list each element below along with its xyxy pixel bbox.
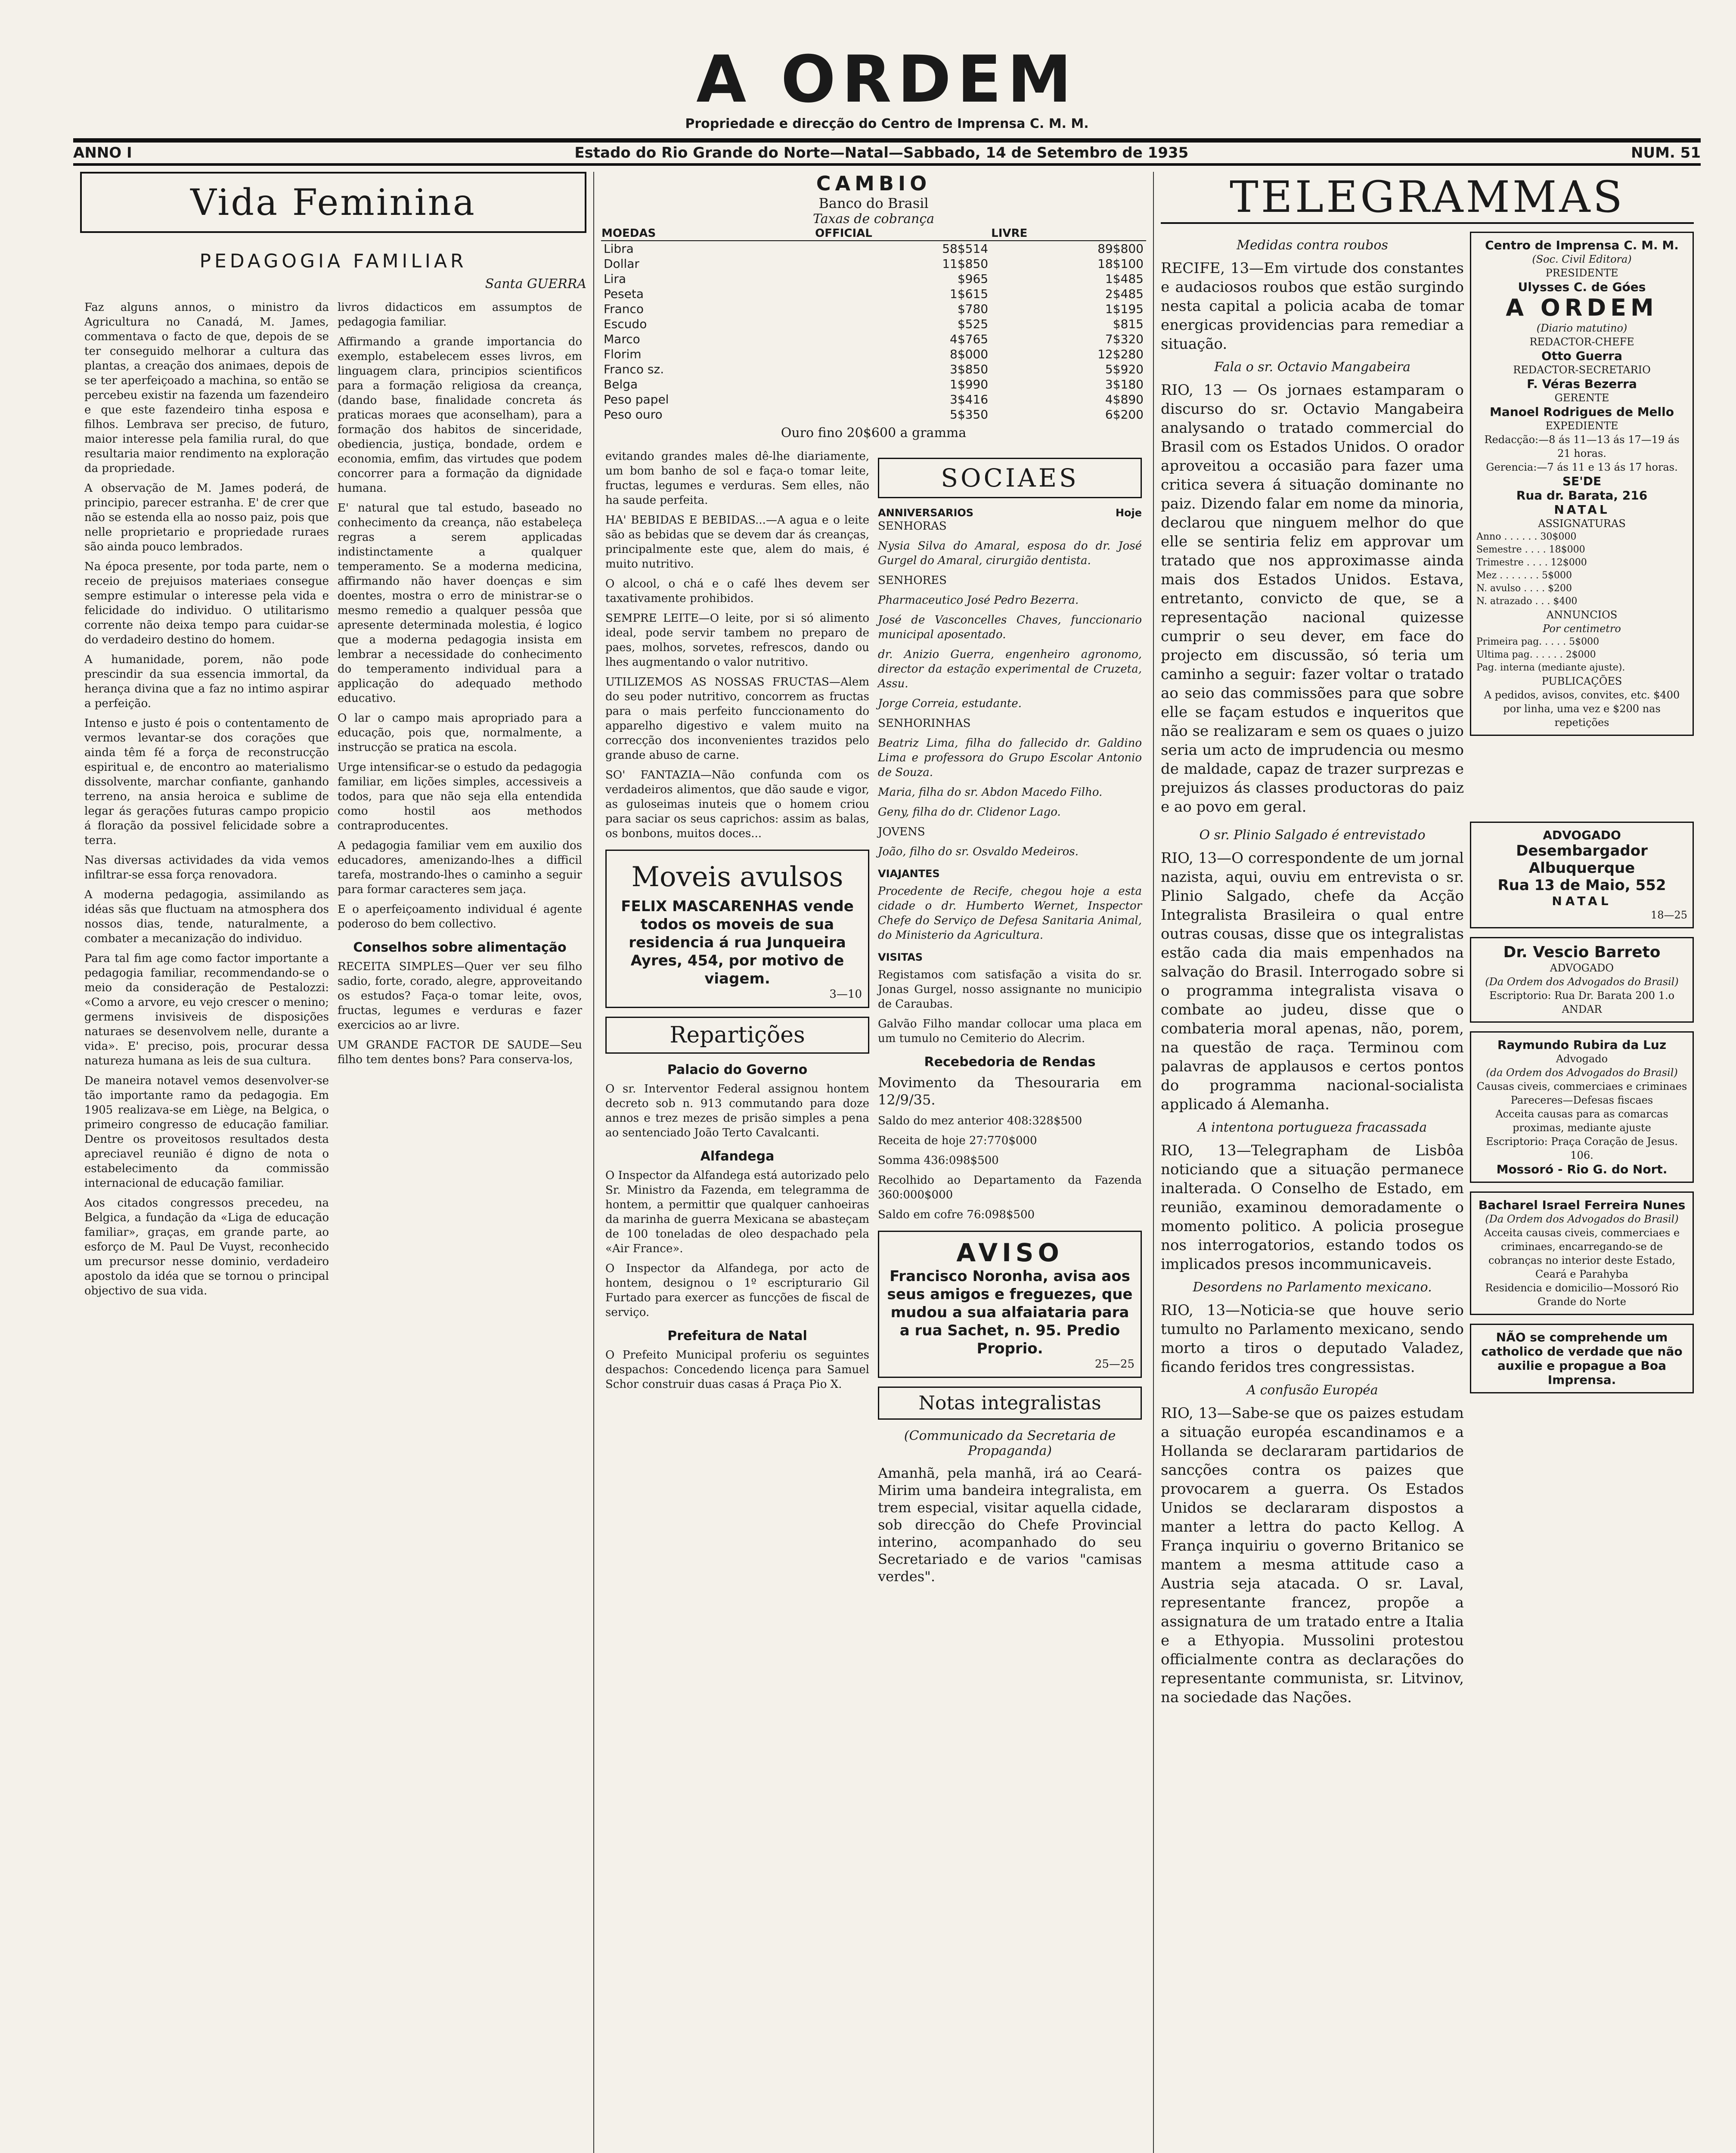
list-item: Mez . . . . . . . 5$000 bbox=[1476, 570, 1572, 581]
rate-moeda: Belga bbox=[604, 377, 638, 391]
paragraph: dr. Anizio Guerra, engenheiro agronomo, director da estação experimental de Cruzeta, Assu. bbox=[878, 648, 1142, 690]
ad-name: Desembargador Albuquerque bbox=[1516, 842, 1648, 877]
paragraph: RIO, 13—Sabe-se que os paizes estudam a situação européa escandinamos e a Hollanda se declararam partidarios de sancções contra os paizes que provocarem a guerra. Os Estados Unidos se declararam dispostos a manter a lettra do pacto Kellog. A França inquiriu o governo Britanico se mantem a mesma attitude caso a Austria seja atacada. O sr. Laval, representante francez, propõe a assignatura de um tratado entre a Italia e a Ethyopia. Mussolini protestou officialmente contra as declarações do representante communista, sr. Litvinov, na sociedade das Nações. bbox=[1161, 1405, 1464, 1706]
barreto-ad bbox=[1470, 937, 1694, 1023]
table-row bbox=[601, 241, 1146, 256]
ledger-line: Somma 436:098$500 bbox=[878, 1154, 999, 1167]
paragraph: SO' FANTAZIA—Não confunda com os verdadeiros alimentos, que dão saude e vigor, as guloseimas inuteis que o homem criou para saciar os seus caprichos: assim as balas, os bonbons, muitos doces... bbox=[605, 769, 869, 840]
rate-official: 1$615 bbox=[950, 287, 989, 301]
rate-official: $965 bbox=[957, 272, 989, 286]
rate-livre: 1$485 bbox=[1105, 272, 1144, 286]
list-item: Pag. interna (mediante ajuste). bbox=[1476, 662, 1625, 673]
paragraph: O lar o campo mais apropriado para a educação, pois que, normalmente, a instrucção se pratica na escola. bbox=[338, 712, 582, 754]
recebedoria-heading: Recebedoria de Rendas bbox=[924, 1055, 1096, 1070]
moveis-ref: 3—10 bbox=[829, 988, 862, 1001]
newspaper-subtitle: Propriedade e direcção do Centro de Imprensa C. M. M. bbox=[685, 116, 1089, 131]
moveis-heading: Moveis avulsos bbox=[631, 861, 843, 893]
ad-line: Pareceres—Defesas fiscaes bbox=[1510, 1094, 1653, 1106]
paragraph: Aos citados congressos precedeu, na Belgica, a fundação da «Liga de educação familiar», graças, em grande parte, ao esforço de M. Paul De Vuyst, reconhecido um precursor nesse dominio, verdadeiro apostolo da idéa que se tornou o principal objectivo de sua vida. bbox=[84, 1197, 329, 1297]
column-header: LIVRE bbox=[991, 226, 1146, 241]
rate-official: 11$850 bbox=[942, 257, 989, 271]
ad-heading: ADVOGADO bbox=[1543, 828, 1621, 842]
cambio-title: CAMBIO bbox=[816, 172, 931, 195]
ledger-line: Receita de hoje 27:770$000 bbox=[878, 1134, 1037, 1147]
table-row bbox=[601, 256, 1146, 271]
rate-moeda: Peso ouro bbox=[604, 407, 663, 422]
telegram-heading: Fala o sr. Octavio Mangabeira bbox=[1214, 360, 1411, 375]
columns bbox=[73, 172, 1701, 2153]
annuncios-sub: Por centimetro bbox=[1543, 623, 1621, 635]
subheading: SENHORINHAS bbox=[878, 717, 971, 730]
rate-official: 1$990 bbox=[950, 377, 989, 391]
president-name: Ulysses C. de Góes bbox=[1518, 280, 1646, 294]
editor-label: REDACTOR-CHEFE bbox=[1529, 336, 1634, 348]
viajantes-heading: VIAJANTES bbox=[878, 868, 940, 880]
gov-heading: Palacio do Governo bbox=[667, 1062, 808, 1077]
alfandega-heading: Alfandega bbox=[700, 1149, 775, 1164]
telegram-heading: A confusão Européa bbox=[1246, 1383, 1378, 1398]
paper-name: A ORDEM bbox=[1506, 294, 1658, 321]
masthead bbox=[73, 42, 1701, 131]
rate-moeda: Peso papel bbox=[604, 392, 669, 406]
paragraph: RECEITA SIMPLES—Quer ver seu filho sadio, forte, corado, alegre, approveitando os estudos? Faça-o tomar leite, ovos, fructas, legumes e verduras e fazer exercicios ao ar livre. bbox=[338, 960, 582, 1032]
paragraph: Para tal fim age como factor importante a pedagogia familiar, recommendando-se o meio da consideração de Pestalozzi: «Como a arvore, eu vejo crescer o menino; germens invisiveis de disposições naturaes se desenvolvem nelle, durante a vida». E' preciso, pois, procurar dessa natureza humana as leis de sua cultura. bbox=[84, 952, 329, 1067]
rate-livre: 5$920 bbox=[1105, 362, 1144, 376]
paragraph: evitando grandes males dê-lhe diariamente, um bom banho de sol e faça-o tomar leite, fructas, legumes e verduras. Sem elles, não ha saude perfeita. bbox=[605, 450, 869, 507]
rate-official: $525 bbox=[957, 317, 989, 331]
publicacoes-label: PUBLICAÇÕES bbox=[1541, 675, 1622, 687]
table-row bbox=[601, 301, 1146, 316]
paragraph: RIO, 13—Telegrapham de Lisbôa noticiando que a situação permanece inalterada. O Conselho de Estado, em reunião, examinou demoradamente o momento politico. A policia prosegue nos interrogatorios, estando todos os implicados presos incommunicaveis. bbox=[1161, 1142, 1464, 1273]
list-item: N. atrazado . . . $400 bbox=[1476, 596, 1578, 607]
rate-livre: 6$200 bbox=[1105, 407, 1144, 422]
ad-sub: (Da Ordem dos Advogados do Brasil) bbox=[1485, 1213, 1679, 1225]
ad-line: Acceita causas para as comarcas proximas, mediante ajuste bbox=[1495, 1108, 1668, 1134]
rate-livre: 4$890 bbox=[1105, 392, 1144, 406]
sede-address: Rua dr. Barata, 216 bbox=[1516, 488, 1648, 503]
telegrammas-heading: TELEGRAMMAS bbox=[1161, 172, 1694, 224]
rate-livre: 7$320 bbox=[1105, 332, 1144, 346]
expediente-label: EXPEDIENTE bbox=[1545, 420, 1618, 432]
paragraph: A humanidade, porem, não pode prescindir da sua essencia immortal, da herança divina que a faz no intimo aspirar a perfeição. bbox=[84, 653, 329, 710]
list-item: Primeira pag. . . . . 5$000 bbox=[1476, 636, 1600, 647]
paragraph: RIO, 13—O correspondente de um jornal nazista, aqui, ouviu em entrevista o sr. Plinio Salgado, chefe da Acção Integralista Brasileira o qual entre outras cousas, disse que os integralistas estão cada dia mais empenhados na salvação do Brasil. Interrogado sobre si o programma integralista visava o combate ao judeu, disse que o combateria moral apenas, não, porem, na questão de raça. Terminou com palavras de applausos e certos pontos do programma nacional-socialista applicado á Alemanha. bbox=[1161, 850, 1464, 1113]
center-sub: (Soc. Civil Editora) bbox=[1532, 253, 1632, 265]
binding-edge bbox=[4, 129, 30, 2153]
paragraph: Nas diversas actividades da vida vemos infiltrar-se essa força renovadora. bbox=[84, 854, 329, 881]
table-row bbox=[601, 407, 1146, 422]
paragraph: O alcool, o chá e o café lhes devem ser taxativamente prohibidos. bbox=[605, 577, 869, 605]
assinaturas-list bbox=[1476, 530, 1687, 608]
editor-name: Otto Guerra bbox=[1541, 349, 1622, 363]
paragraph: João, filho do sr. Osvaldo Medeiros. bbox=[878, 845, 1079, 858]
paragraph: Intenso e justo é pois o contentamento de vermos levantar-se dos corações que ainda têm fé a força de reconstrucção espiritual e, de encontro ao materialismo dissolvente, marchar confiante, ganhando terreno, na ansia heroica e sublime de legar ás gerações futuras campo propicio á floração da possivel felicidade sobre a terra. bbox=[84, 717, 329, 847]
ad-line: Escriptorio: Praça Coração de Jesus. 106. bbox=[1486, 1135, 1678, 1161]
rate-official: 3$850 bbox=[950, 362, 989, 376]
ad-name: Dr. Vescio Barreto bbox=[1503, 943, 1661, 961]
list-item: Ultima pag. . . . . . 2$000 bbox=[1476, 649, 1596, 660]
table-row bbox=[601, 362, 1146, 377]
table-row bbox=[601, 286, 1146, 301]
ad-city: NATAL bbox=[1552, 894, 1612, 908]
staff-box bbox=[1470, 232, 1694, 736]
rate-livre: 3$180 bbox=[1105, 377, 1144, 391]
rate-moeda: Lira bbox=[604, 272, 626, 286]
publicacoes-body: A pedidos, avisos, convites, etc. $400 por linha, uma vez e $200 nas repetições bbox=[1484, 689, 1680, 729]
rate-moeda: Franco bbox=[604, 302, 644, 316]
alimentacao-heading: Conselhos sobre alimentação bbox=[353, 940, 567, 955]
paragraph: O Inspector da Alfandega, por acto de hontem, designou o 1º escripturario Gil Furtado para exercer as funcções de fiscal de serviço. bbox=[605, 1262, 869, 1319]
subheading: JOVENS bbox=[878, 825, 925, 838]
secretary-label: REDACTOR-SECRETARIO bbox=[1513, 364, 1651, 376]
visitas-heading: VISITAS bbox=[878, 951, 923, 963]
ads-column bbox=[1470, 822, 1694, 1712]
gerencia-hours: Gerencia:—7 ás 11 e 13 ás 17 horas. bbox=[1486, 461, 1678, 473]
rate-official: 3$416 bbox=[950, 392, 989, 406]
paragraph: Nysia Silva do Amaral, esposa do dr. José Gurgel do Amaral, cirurgião dentista. bbox=[878, 540, 1142, 567]
cambio-subtitle: Taxas de cobrança bbox=[812, 211, 935, 226]
paragraph: O Prefeito Municipal proferiu os seguintes despachos: Concedendo licença para Samuel Schor construir duas casas á Praça Pio X. bbox=[605, 1349, 869, 1391]
rate-livre: 89$800 bbox=[1097, 242, 1144, 256]
column-header: MOEDAS bbox=[601, 226, 815, 241]
ad-sub: (da Ordem dos Advogados do Brasil) bbox=[1486, 1067, 1678, 1079]
list-item: Anno . . . . . . 30$000 bbox=[1476, 531, 1577, 542]
list-item: N. avulso . . . . $200 bbox=[1476, 583, 1572, 594]
ledger-line: Saldo em cofre 76:098$500 bbox=[878, 1208, 1035, 1221]
rate-official: $780 bbox=[957, 302, 989, 316]
paragraph: José de Vasconcelles Chaves, funccionario municipal aposentado. bbox=[878, 614, 1142, 641]
middle-right bbox=[874, 449, 1146, 1590]
rate-livre: 2$485 bbox=[1105, 287, 1144, 301]
paper-sub: (Diario matutino) bbox=[1536, 322, 1628, 334]
sede-label: SE'DE bbox=[1562, 474, 1602, 488]
ad-role: Advogado bbox=[1556, 1053, 1608, 1065]
ad-line: Residencia e domicilio—Mossoró Rio Grande do Norte bbox=[1485, 1282, 1679, 1308]
paragraph: O Inspector da Alfandega está autorizado pelo Sr. Ministro da Fazenda, em telegramma de hontem, a permittir que qualquer canhoeiras da marinha de guerra Mexicana se abasteçam de 100 toneladas de oleo despachado pela «Air France». bbox=[605, 1169, 869, 1255]
rubira-ad bbox=[1470, 1031, 1694, 1183]
article-byline: Santa GUERRA bbox=[485, 276, 586, 292]
rate-livre: $815 bbox=[1113, 317, 1144, 331]
manager-label: GERENTE bbox=[1554, 392, 1609, 404]
place-date: Estado do Rio Grande do Norte—Natal—Sabbado, 14 de Setembro de 1935 bbox=[574, 144, 1189, 161]
table-row bbox=[601, 392, 1146, 407]
ad-name: Raymundo Rubira da Luz bbox=[1497, 1038, 1667, 1052]
table-row bbox=[601, 347, 1146, 362]
integralistas-sub: (Communicado da Secretaria de Propaganda) bbox=[904, 1428, 1116, 1458]
ledger-line: Saldo do mez anterior 408:328$500 bbox=[878, 1114, 1082, 1127]
paragraph: RECIFE, 13—Em virtude dos constantes e audaciosos roubos que estão surgindo nesta capital a policia acaba de tomar energicas providencias para remediar a situação. bbox=[1161, 260, 1464, 353]
paragraph: Maria, filha do sr. Abdon Macedo Filho. bbox=[878, 786, 1103, 799]
paragraph: A observação de M. James poderá, de principio, parecer estranha. E' de crer que não se estenda ella ao nosso paiz, pois que nelle proprietario e propriedade ruraes são ainda pouco lembrados. bbox=[84, 482, 329, 553]
hoje-label: Hoje bbox=[1115, 507, 1142, 519]
table-row bbox=[601, 332, 1146, 347]
table-row bbox=[601, 316, 1146, 332]
rate-official: 4$765 bbox=[950, 332, 989, 346]
moveis-ad bbox=[605, 850, 869, 1008]
anniv-row bbox=[878, 507, 1142, 519]
ad-line: Acceita causas civeis, commerciaes e criminaes, encarregando-se de cobranças no interior deste Estado, Ceará e Parahyba bbox=[1484, 1227, 1680, 1280]
ad-address: Rua 13 de Maio, 552 bbox=[1497, 877, 1666, 894]
middle-subcolumns bbox=[601, 449, 1146, 1590]
ad-line: Causas civeis, commerciaes e criminaes bbox=[1476, 1080, 1687, 1092]
aviso-heading: AVISO bbox=[956, 1238, 1063, 1267]
rate-official: 5$350 bbox=[950, 407, 989, 422]
masthead-rule bbox=[73, 138, 1701, 143]
paragraph: Procedente de Recife, chegou hoje a esta cidade o dr. Humberto Wernet, Inspector Chefe do Serviço de Defesa Sanitaria Animal, do Ministerio da Agricultura. bbox=[878, 885, 1142, 942]
paragraph: E o aperfeiçoamento individual é agente poderoso do bem collectivo. bbox=[338, 903, 582, 931]
anniv-heading: ANNIVERSARIOS bbox=[878, 507, 974, 519]
paragraph: Amanhã, pela manhã, irá ao Ceará-Mirim uma bandeira integralista, em trem especial, visitar aquella cidade, sob direcção do Chefe Provincial interino, acompanhado do seu Secretariado e de varios "camisas verdes". bbox=[878, 1465, 1142, 1585]
paragraph: A pedagogia familiar vem em auxilio dos educadores, amenizando-lhes a difficil tarefa, mostrando-lhes o caminho a seguir para formar caracteres sem jaça. bbox=[338, 839, 582, 896]
catholic-notice bbox=[1470, 1324, 1694, 1393]
secretary-name: F. Véras Bezerra bbox=[1527, 377, 1637, 391]
telegrammas-main bbox=[1161, 232, 1470, 822]
column-middle bbox=[594, 172, 1154, 2153]
moveis-body: FELIX MASCARENHAS vende todos os moveis de sua residencia á rua Junqueira Ayres, 454, por motivo de viagem. bbox=[621, 898, 854, 987]
paragraph: UTILIZEMOS AS NOSSAS FRUCTAS—Alem do seu poder nutritivo, concorrem as fructas para o mais perfeito funccionamento do apparelho digestivo e valem muito na correcção dos inconvenientes trazidos pelo grande abuso de carne. bbox=[605, 676, 869, 762]
paragraph: Pharmaceutico José Pedro Bezerra. bbox=[878, 594, 1079, 607]
newspaper-page bbox=[73, 39, 1701, 2153]
assinaturas-label: ASSIGNATURAS bbox=[1538, 518, 1626, 530]
subheading: SENHORAS bbox=[878, 520, 947, 533]
ad-role: ADVOGADO bbox=[1550, 962, 1614, 974]
dateline bbox=[73, 143, 1701, 166]
paragraph: A moderna pedagogia, assimilando as idéas sãs que fluctuam na atmosphera dos nossos dias, tende, naturalmente, a combater a mecanização do individuo. bbox=[84, 888, 329, 945]
telegram-heading: Medidas contra roubos bbox=[1237, 238, 1388, 253]
paragraph: Faz alguns annos, o ministro da Agricultura no Canadá, M. James, commentava o facto de que, depois de se ter conseguido melhorar a cultura das plantas, a creação dos animaes, depois de se ter aperfeiçoado a machina, so então se percebeu existir na fazenda um fazendeiro e que este fazendeiro tinha esposa e filhos. Lembrava ser preciso, de futuro, maior interesse pela familia rural, do que resultaria maior rendimento na exploração da propriedade. bbox=[84, 301, 329, 475]
telegram-heading: Desordens no Parlamento mexicano. bbox=[1193, 1280, 1432, 1295]
president-label: PRESIDENTE bbox=[1545, 267, 1618, 279]
annuncios-label: ANNUNCIOS bbox=[1546, 609, 1618, 621]
rate-livre: 12$280 bbox=[1097, 347, 1144, 361]
paragraph: Na época presente, por toda parte, nem o receio de prejuisos materiaes consegue sempre estimular o interesse pela vida e felicidade do individuo. O utilitarismo corrente não deixa tempo para cuidar-se do verdadeiro destino do homem. bbox=[84, 560, 329, 646]
column-telegrammas bbox=[1154, 172, 1701, 2153]
paragraph: Geny, filha do dr. Clidenor Lago. bbox=[878, 806, 1061, 819]
paragraph: Affirmando a grande importancia do exemplo, estabelecem esses livros, em linguagem clara, principios scientificos para a formação religiosa da creança, (dando base, finalidade concreta ás praticas moraes que aconselham), para a formação dos habitos de sinceridade, obediencia, justiça, bondade, ordem e economia, emfim, das virtudes que podem concorrer para a formação da dignidade humana. bbox=[338, 335, 582, 495]
paragraph: Jorge Correia, estudante. bbox=[878, 697, 1022, 710]
paragraph: RIO, 13—Noticia-se que houve serio tumulto no Parlamento mexicano, sendo morto a tiros o deputado Valadez, ficando feridos tres congressistas. bbox=[1161, 1302, 1464, 1376]
article-subcolumn-right bbox=[333, 300, 586, 1303]
rate-official: 8$000 bbox=[950, 347, 989, 361]
list-item: Semestre . . . . 18$000 bbox=[1476, 544, 1585, 555]
article-subcolumn-left bbox=[80, 300, 333, 1303]
column-header: OFFICIAL bbox=[815, 226, 991, 241]
ad-line: Mossoró - Rio G. do Nort. bbox=[1496, 1162, 1668, 1176]
center-name: Centro de Imprensa C. M. M. bbox=[1485, 238, 1679, 252]
annuncios-list bbox=[1476, 636, 1687, 674]
rate-moeda: Marco bbox=[604, 332, 640, 346]
paragraph: Beatriz Lima, filha do fallecido dr. Galdino Lima e professora do Grupo Escolar Antonio de Souza. bbox=[878, 737, 1142, 779]
aviso-ref: 25—25 bbox=[1094, 1358, 1135, 1371]
telegrammas-lower-main bbox=[1161, 822, 1470, 1712]
paragraph: E' natural que tal estudo, baseado no conhecimento da creança, não estabeleça regras a serem applicadas indistinctamente a qualquer temperamento. Se a moderna medicina, affirmando não haver doenças e sim doentes, mostra o erro de ministrar-se o mesmo remedio a qualquer pessôa que apresente determinada molestia, é logico que a moderna pedagogia insista em lembrar a necessidade do conhecimento do temperamento individual para a applicação do adequado methodo educativo. bbox=[338, 502, 582, 705]
exchange-rates-table bbox=[601, 226, 1146, 422]
rate-livre: 18$100 bbox=[1097, 257, 1144, 271]
newspaper-title: A ORDEM bbox=[696, 42, 1078, 117]
paragraph: Registamos com satisfação a visita do sr. Jonas Gurgel, nosso assignante no municipio de Caraubas. bbox=[878, 968, 1142, 1011]
middle-left bbox=[601, 449, 874, 1590]
list-item: Trimestre . . . . 12$000 bbox=[1476, 557, 1587, 568]
rate-moeda: Escudo bbox=[604, 317, 647, 331]
issue-number: NUM. 51 bbox=[1631, 144, 1701, 161]
ledger-line: Recolhido ao Departamento da Fazenda 360:000$000 bbox=[878, 1174, 1142, 1201]
telegrammas-layout bbox=[1161, 232, 1694, 822]
cambio-bank: Banco do Brasil bbox=[818, 195, 929, 211]
paragraph: O sr. Interventor Federal assignou hontem decreto sob n. 913 commutando para doze annos e trez mezes de prisão simples a pena ao sentenciado João Terto Cavalcanti. bbox=[605, 1083, 869, 1139]
table-row bbox=[601, 377, 1146, 392]
ad-name: Bacharel Israel Ferreira Nunes bbox=[1478, 1198, 1686, 1212]
paragraph: SEMPRE LEITE—O leite, por si só alimento ideal, pode servir tambem no preparo de paes, molhos, sorvetes, refrescos, dando ou lhes augmentando o valor nutritivo. bbox=[605, 612, 869, 669]
ad-sub: (Da Ordem dos Advogados do Brasil) bbox=[1485, 976, 1679, 988]
year-label: ANNO I bbox=[73, 144, 132, 161]
advogado-ad bbox=[1470, 822, 1694, 928]
notice-text: NÃO se comprehende um catholico de verdade que não auxilie e propague a Boa Imprensa. bbox=[1481, 1330, 1683, 1387]
ferreira-ad bbox=[1470, 1191, 1694, 1315]
article-body bbox=[80, 300, 586, 1303]
telegram-heading: A intentona portugueza fracassada bbox=[1197, 1120, 1427, 1135]
expediente-hours: Redacção:—8 ás 11—13 ás 17—19 ás 21 horas. bbox=[1484, 434, 1680, 459]
rate-moeda: Dollar bbox=[604, 257, 639, 271]
gold-price: Ouro fino 20$600 a gramma bbox=[781, 425, 967, 441]
table-row bbox=[601, 271, 1146, 286]
paragraph: livros didacticos em assumptos de pedagogia familiar. bbox=[338, 301, 582, 329]
aviso-body: Francisco Noronha, avisa aos seus amigos e freguezes, que mudou a sua alfaiataria para a rua Sachet, n. 95. Predio Proprio. bbox=[887, 1268, 1133, 1357]
sociaes-heading: SOCIAES bbox=[878, 458, 1142, 498]
paragraph: De maneira notavel vemos desenvolver-se tão importante ramo da pedagogia. Em 1905 realizava-se em Liège, na Belgica, o primeiro congresso de educação familiar. Dentre os proveitosos resultados desta apreciavel reunião é digno de nota o estabelecimento da commissão internacional de educação familiar. bbox=[84, 1074, 329, 1190]
paragraph: RIO, 13 — Os jornaes estamparam o discurso do sr. Octavio Mangabeira analysando o tratado commercial do Brasil com os Estados Unidos. O orador aproveitou a occasião para fazer uma critica severa á situação dominante no paiz. Dizendo falar em nome da minoria, declarou que ninguem melhor do que elle se sentiria feliz em approvar um tratado que nos approximasse ainda mais dos Estados Unidos. Estava, entretanto, convicto de que, se a representação nacional quizesse cumprir o seu dever, em face do projecto em discussão, só teria um caminho a seguir: fazer voltar o tratado ao seio das commissões para que sobre elle se façam estudos e inqueritos que não se realizaram e sem os quaes o juizo seria um acto de imprudencia ou mesmo de maldade, capaz de trazer surprezas e prejuizos ás classes productoras do paiz e ao povo em geral. bbox=[1161, 382, 1464, 816]
ad-address: Escriptorio: Rua Dr. Barata 200 1.o ANDAR bbox=[1489, 990, 1675, 1015]
reparticoes-heading: Repartições bbox=[605, 1017, 869, 1054]
rate-moeda: Florim bbox=[604, 347, 642, 361]
paragraph: Galvão Filho mandar collocar uma placa em um tumulo no Cemiterio do Alecrim. bbox=[878, 1018, 1142, 1045]
aviso-ad bbox=[878, 1231, 1142, 1378]
article-title: PEDAGOGIA FAMILIAR bbox=[199, 250, 467, 272]
rate-moeda: Franco sz. bbox=[604, 362, 664, 376]
column-vida-feminina bbox=[73, 172, 594, 2153]
manager-name: Manoel Rodrigues de Mello bbox=[1490, 405, 1674, 419]
paragraph: HA' BEBIDAS E BEBIDAS...—A agua e o leite são as bebidas que se devem dar ás creanças, principalmente este que, alem do mais, é muito nutritivo. bbox=[605, 514, 869, 571]
telegram-heading: O sr. Plinio Salgado é entrevistado bbox=[1199, 828, 1426, 843]
paragraph: Urge intensificar-se o estudo da pedagogia familiar, em lições simples, accessiveis a todos, para que não seja ella entendida como hostil aos methodos contraproducentes. bbox=[338, 761, 582, 832]
rate-official: 58$514 bbox=[942, 242, 989, 256]
rates-body bbox=[601, 241, 1146, 422]
rate-moeda: Peseta bbox=[604, 287, 644, 301]
telegrammas-sidebar bbox=[1470, 232, 1694, 822]
telegrammas-lower bbox=[1161, 822, 1694, 1712]
integralistas-heading: Notas integralistas bbox=[878, 1387, 1142, 1420]
sede-city: NATAL bbox=[1554, 503, 1610, 517]
section-box-title: Vida Feminina bbox=[80, 172, 586, 233]
paragraph: UM GRANDE FACTOR DE SAUDE—Seu filho tem dentes bons? Para conserva-los, bbox=[338, 1039, 582, 1066]
table-header-row bbox=[601, 226, 1146, 241]
recebedoria-sub: Movimento da Thesouraria em 12/9/35. bbox=[878, 1074, 1142, 1108]
prefeitura-heading: Prefeitura de Natal bbox=[667, 1328, 807, 1343]
ad-ref: 18—25 bbox=[1650, 909, 1687, 921]
rate-livre: 1$195 bbox=[1105, 302, 1144, 316]
subheading: SENHORES bbox=[878, 574, 947, 587]
rate-moeda: Libra bbox=[604, 242, 634, 256]
